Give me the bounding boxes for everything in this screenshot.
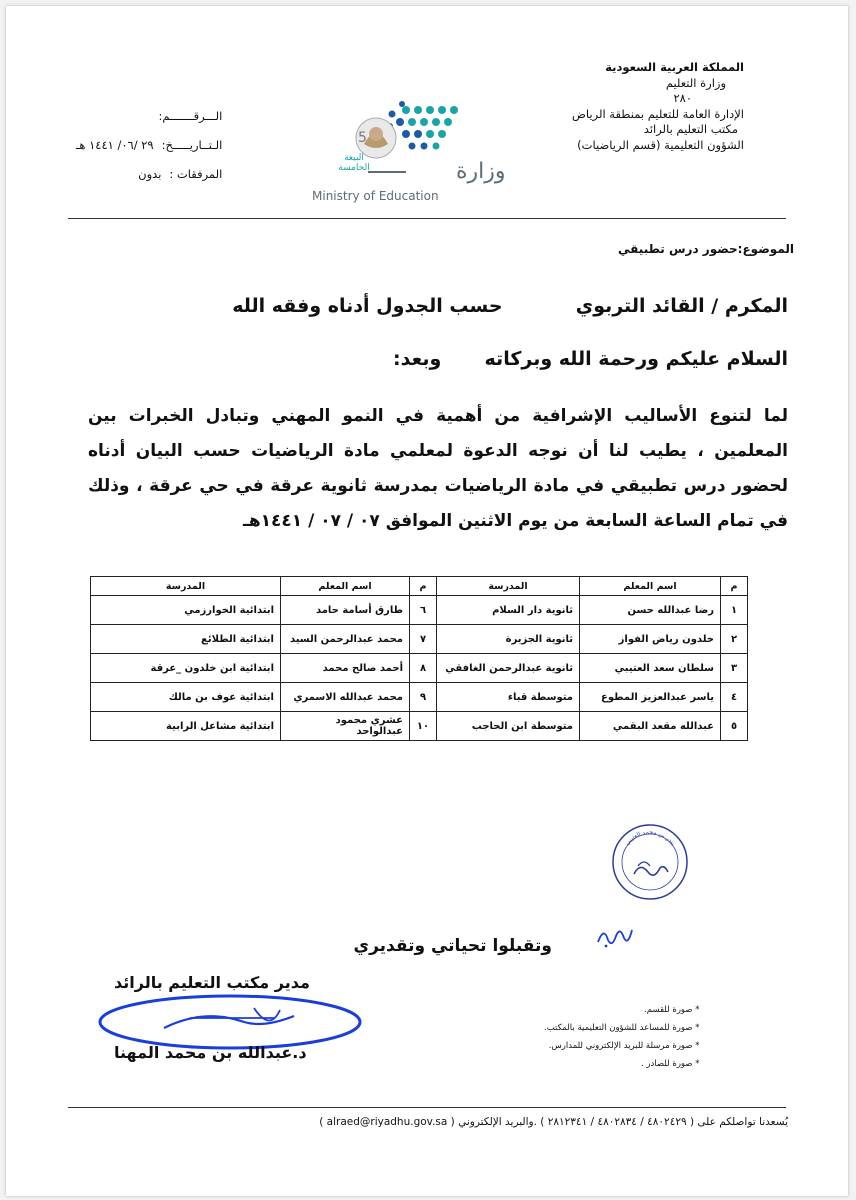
table-header-row: [91, 577, 748, 596]
school-name: ابتدائية عوف بن مالك: [91, 683, 281, 712]
footer-divider: [68, 1107, 786, 1108]
teacher-name: ياسر عبدالعزيز المطوع: [580, 683, 721, 712]
row-number: ٨: [410, 654, 437, 683]
department-name: الشؤون التعليمية (قسم الرياضيات): [577, 137, 744, 152]
anniversary-line2: الخامسة: [338, 163, 370, 173]
after-greeting: وبعد:: [393, 348, 442, 370]
initials-mark: [594, 918, 636, 954]
copy-note: * صورة مرسلة للبريد الإلكتروني للمدارس.: [548, 1041, 700, 1051]
table-row: [91, 654, 748, 683]
header-cell: م: [410, 577, 437, 596]
row-number: ٧: [410, 625, 437, 654]
addressee-tail: حسب الجدول أدناه وفقه الله: [232, 295, 503, 317]
contact-close: ): [319, 1116, 324, 1128]
header-cell: المدرسة: [437, 577, 580, 596]
attachments-label: المرفقات :: [169, 167, 223, 181]
stamp-text: بندر بن محمد العتيبي: [623, 828, 677, 847]
copy-note: * صورة للمساعد للشؤون التعليمية بالمكتب.: [544, 1023, 700, 1033]
row-number: ٩: [410, 683, 437, 712]
anniversary-line1: البيعة: [344, 153, 364, 163]
date-row: [76, 131, 222, 160]
row-number: ٢: [721, 625, 748, 654]
table-row: [91, 625, 748, 654]
office-name: مكتب التعليم بالرائد: [643, 122, 738, 136]
logo-ministry-en: Ministry of Education: [312, 189, 439, 203]
header-cell: اسم المعلم: [580, 577, 721, 596]
greeting: السلام عليكم ورحمة الله وبركاته: [484, 348, 788, 370]
signatory-title: مدير مكتب التعليم بالرائد: [114, 973, 310, 992]
school-name: ابتدائية الطلائع: [91, 625, 281, 654]
contact-text: يُسعدنا تواصلكم على ( ٤٨٠٢٤٢٩ / ٤٨٠٢٨٣٤ / ٢٨١٢٣٤١ ) .والبريد الإلكتروني (: [450, 1116, 788, 1128]
header-cell: اسم المعلم: [281, 577, 410, 596]
teacher-name: رضا عبدالله حسن: [580, 596, 721, 625]
letter-meta: [76, 102, 222, 189]
subject-line: الموضوع:حضور درس تطبيقي: [618, 242, 794, 256]
teacher-name: محمد عبدالله الاسمري: [281, 683, 410, 712]
addressee: المكرم / القائد التربوي: [575, 295, 788, 317]
logo-dots: [387, 101, 458, 150]
letter-page: [6, 6, 848, 1196]
teacher-name: خلدون رياض الفواز: [580, 625, 721, 654]
letterhead-right: [572, 60, 744, 153]
addressee-line: [232, 295, 788, 317]
table-row: [91, 683, 748, 712]
closing-line: وتقبلوا تحياتي وتقديري: [353, 936, 552, 956]
school-name: ابتدائية الخوارزمي: [91, 596, 281, 625]
signatory-name: د.عبدالله بن محمد المهنا: [114, 1043, 307, 1062]
table-row: [91, 712, 748, 741]
row-number: ٦: [410, 596, 437, 625]
body-paragraph: لما لتنوع الأساليب الإشرافية من أهمية في النمو المهني وتبادل الخبرات بين المعلمين ، يطيب لنا أن نوجه الدعوة لمعلمي مادة الرياضيات حسب البيان أدناه لحضور درس تطبيقي في مادة الرياضيات بمدرسة ثانوية عرقة في حي عرقة ، وذلك في تمام الساعة السابعة من يوم الاثنين الموافق ٠٧ / ٠٧ / ١٤٤١هـ: [88, 406, 788, 531]
copy-note: * صورة للقسم.: [644, 1005, 700, 1015]
schedule-table: [90, 576, 748, 741]
row-number: ١: [721, 596, 748, 625]
anniversary-emblem: [356, 118, 396, 158]
attachments-value: بدون: [138, 167, 162, 181]
row-number: ١٠: [410, 712, 437, 741]
teacher-name: محمد عبدالرحمن السيد: [281, 625, 410, 654]
date-value: ٢٩ /٠٦/ ١٤٤١ هـ: [76, 138, 154, 152]
teacher-name: أحمد صالح محمد: [281, 654, 410, 683]
school-name: متوسطة قباء: [437, 683, 580, 712]
greeting-line: [393, 348, 788, 370]
school-name: ابتدائية ابن خلدون _عرقة: [91, 654, 281, 683]
school-name: ثانوية دار السلام: [437, 596, 580, 625]
table-row: [91, 596, 748, 625]
official-stamp: [610, 822, 690, 902]
logo-ministry-ar: وزارة: [456, 159, 506, 184]
teacher-name: عبدالله مقعد البقمي: [580, 712, 721, 741]
header-cell: المدرسة: [91, 577, 281, 596]
school-name: ثانوية عبدالرحمن الغافقي: [437, 654, 580, 683]
anniversary-number: 5: [358, 130, 367, 146]
copies-list: [544, 1001, 699, 1073]
kingdom-name: المملكة العربية السعودية: [605, 60, 744, 74]
ministry-name: وزارة التعليم: [665, 75, 726, 90]
letter-number: ٢٨٠: [673, 91, 692, 105]
contact-footer: [319, 1116, 788, 1128]
school-name: متوسطة ابن الحاجب: [437, 712, 580, 741]
school-name: ابتدائية مشاعل الرابية: [91, 712, 281, 741]
teacher-name: عشري محمود عبدالواحد: [281, 712, 410, 741]
copy-note: * صورة للصادر .: [641, 1059, 700, 1069]
ref-row: [76, 102, 222, 131]
date-label: الـتــاريـــــخ:: [161, 138, 223, 152]
attachments-row: [76, 160, 222, 189]
contact-email[interactable]: alraed@riyadhu.gov.sa: [326, 1116, 448, 1128]
directorate-name: الإدارة العامة للتعليم بمنطقة الرياض: [572, 106, 744, 121]
teacher-name: طارق أسامة حامد: [281, 596, 410, 625]
header-divider: [68, 218, 786, 219]
row-number: ٥: [721, 712, 748, 741]
row-number: ٣: [721, 654, 748, 683]
header-cell: م: [721, 577, 748, 596]
school-name: ثانوية الجزيرة: [437, 625, 580, 654]
ref-label: الـــرقـــــــم:: [158, 109, 223, 123]
ministry-logo: [306, 100, 506, 208]
teacher-name: سلطان سعد العتيبي: [580, 654, 721, 683]
row-number: ٤: [721, 683, 748, 712]
